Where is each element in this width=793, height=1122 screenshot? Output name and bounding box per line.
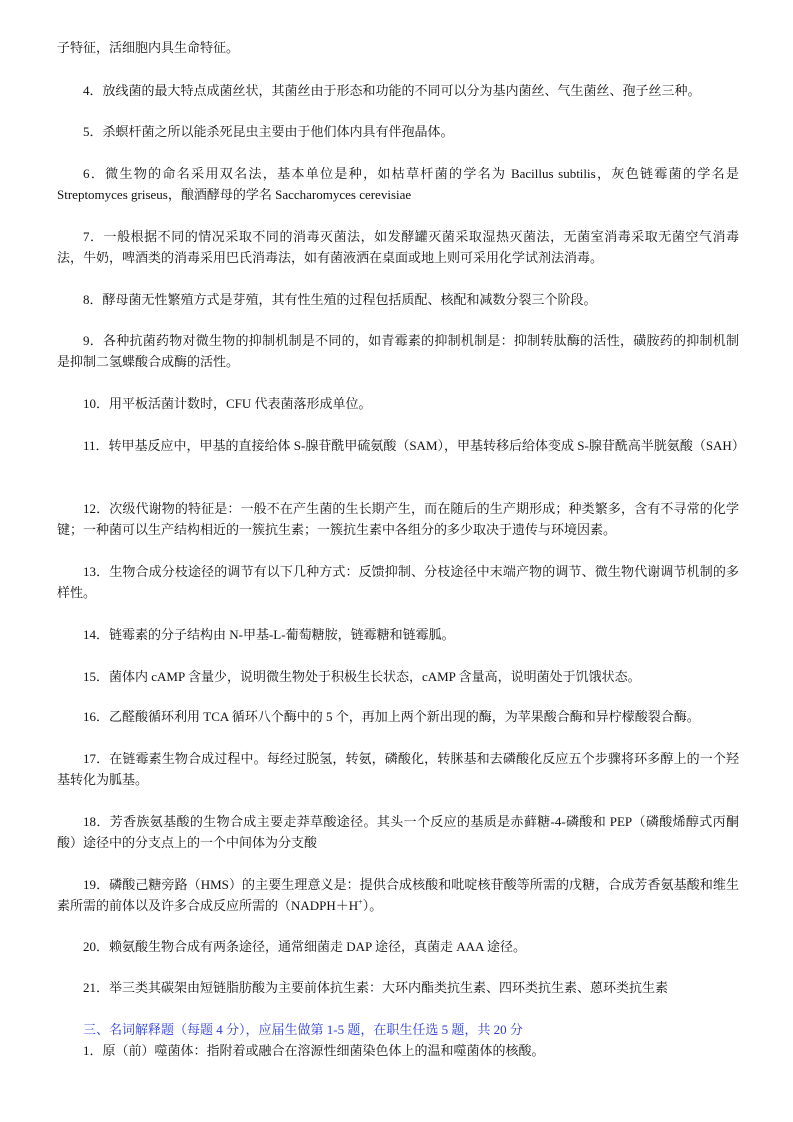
answer-item-19-text: 19．磷酸己糖旁路（HMS）的主要生理意义是：提供合成核酸和吡啶核苷酸等所需的戊糖，合成芳香氨基酸和维生素所需的前体以及许多合成反应所需的（NADPH＋H	[57, 877, 739, 913]
answer-item-19-tail: ）。	[362, 898, 383, 913]
answer-item-11: 11．转甲基反应中，甲基的直接给体 S-腺苷酰甲硫氨酸（SAM），甲基转移后给体变成 S-腺苷酰高半胱氨酸（SAH）	[83, 438, 745, 453]
superscript-plus: +	[358, 897, 363, 907]
answer-item-20: 20．赖氨酸生物合成有两条途径，通常细菌走 DAP 途径，真菌走 AAA 途径。	[83, 939, 526, 954]
answer-item-4: 4．放线菌的最大特点成菌丝状，其菌丝由于形态和功能的不同可以分为基内菌丝、气生菌丝、孢子丝三种。	[83, 83, 701, 98]
answer-item-12: 12．次级代谢物的特征是：一般不在产生菌的生长期产生，而在随后的生产期形成；种类繁多，含有不寻常的化学键；一种菌可以生产结构相近的一簇抗生素；一簇抗生素中各组分的多少取决于遗传与环境因素。	[57, 501, 739, 537]
answer-item-7: 7．一般根据不同的情况采取不同的消毒灭菌法，如发酵罐灭菌采取湿热灭菌法，无菌室消毒采取无菌空气消毒法，牛奶，啤酒类的消毒采用巴氏消毒法，如有菌液洒在桌面或地上则可采用化学试剂法消毒。	[57, 229, 739, 265]
answer-item-5: 5．杀螟杆菌之所以能杀死昆虫主要由于他们体内具有伴孢晶体。	[83, 124, 454, 139]
section-heading: 三、名词解释题（每题 4 分），应届生做第 1-5 题，在职生任选 5 题，共 20 分	[83, 1022, 523, 1037]
answer-item-14: 14．链霉素的分子结构由 N-甲基-L-葡萄糖胺，链霉糖和链霉胍。	[83, 627, 455, 642]
answer-item-21: 21．举三类其碳架由短链脂肪酸为主要前体抗生素：大环内酯类抗生素、四环类抗生素、蒽环类抗生素	[83, 980, 669, 995]
answer-item-15: 15．菌体内 cAMP 含量少，说明微生物处于积极生长状态，cAMP 含量高，说明菌处于饥饿状态。	[83, 669, 641, 684]
answer-item-9: 9．各种抗菌药物对微生物的抑制机制是不同的，如青霉素的抑制机制是：抑制转肽酶的活性，磺胺药的抑制机制是抑制二氢蝶酸合成酶的活性。	[57, 333, 739, 369]
answer-item-18: 18．芳香族氨基酸的生物合成主要走莽草酸途径。其头一个反应的基质是赤藓糖-4-磷酸和 PEP（磷酸烯醇式丙酮酸）途径中的分支点上的一个中间体为分支酸	[57, 814, 739, 850]
answer-item-6: 6．微生物的命名采用双名法，基本单位是种，如枯草杆菌的学名为 Bacillus subtilis，灰色链霉菌的学名是 Streptomyces griseus，酿酒酵母的学名 Saccharomyces cerevisiae	[57, 166, 739, 202]
answer-item-16: 16．乙醛酸循环利用 TCA 循环八个酶中的 5 个，再加上两个新出现的酶，为苹果酸合酶和异柠檬酸裂合酶。	[83, 709, 700, 724]
paragraph-continuation: 子特征，活细胞内具生命特征。	[57, 40, 240, 55]
answer-item-19	[57, 874, 739, 916]
answer-item-13: 13．生物合成分枝途径的调节有以下几种方式：反馈抑制、分枝途径中末端产物的调节、微生物代谢调节机制的多样性。	[57, 564, 739, 600]
definition-item-1: 1．原（前）噬菌体：指附着或融合在溶源性细菌染色体上的温和噬菌体的核酸。	[83, 1043, 545, 1058]
answer-item-10: 10．用平板活菌计数时，CFU 代表菌落形成单位。	[83, 396, 372, 411]
answer-item-8: 8．酵母菌无性繁殖方式是芽殖，其有性生殖的过程包括质配、核配和减数分裂三个阶段。	[83, 292, 597, 307]
answer-item-17: 17．在链霉素生物合成过程中。每经过脱氢，转氨，磷酸化，转脒基和去磷酸化反应五个步骤将环多醇上的一个羟基转化为胍基。	[57, 751, 739, 787]
